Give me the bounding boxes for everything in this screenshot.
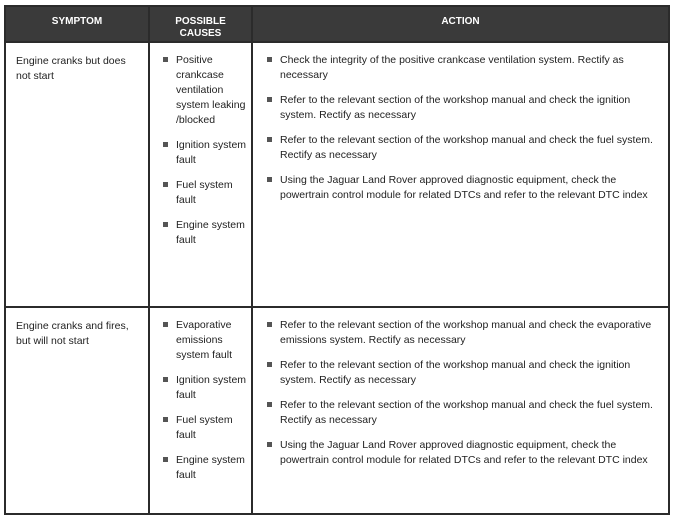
cause-item: Ignition system fault: [160, 138, 247, 168]
cause-item: Engine system fault: [160, 218, 247, 248]
action-item: Refer to the relevant section of the workshop manual and check the fuel system. Rectify as necessary: [265, 133, 660, 163]
causes-list: [160, 53, 247, 248]
table-row: [5, 307, 669, 514]
cause-item: Fuel system fault: [160, 178, 247, 208]
header-causes-line1: POSSIBLE: [175, 16, 226, 27]
causes-cell: [149, 42, 252, 307]
action-item: Refer to the relevant section of the workshop manual and check the ignition system. Rectify as necessary: [265, 358, 660, 388]
actions-list: [265, 318, 660, 468]
action-item: Using the Jaguar Land Rover approved diagnostic equipment, check the powertrain control module for related DTCs and refer to the relevant DTC index: [265, 438, 660, 468]
header-row: [5, 6, 669, 42]
action-item: Check the integrity of the positive crankcase ventilation system. Rectify as necessary: [265, 53, 660, 83]
causes-cell: [149, 307, 252, 514]
actions-cell: [252, 42, 669, 307]
header-action: ACTION: [252, 6, 669, 42]
causes-list: [160, 318, 247, 483]
header-possible-causes: [149, 6, 252, 42]
cause-item: Fuel system fault: [160, 413, 247, 443]
table-row: [5, 42, 669, 307]
header-causes-line2: CAUSES: [179, 28, 222, 39]
symptom-cell: Engine cranks and fires, but will not start: [5, 307, 149, 514]
cause-item: Engine system fault: [160, 453, 247, 483]
cause-item: Ignition system fault: [160, 373, 247, 403]
action-item: Refer to the relevant section of the workshop manual and check the fuel system. Rectify as necessary: [265, 398, 660, 428]
action-item: Refer to the relevant section of the workshop manual and check the evaporative emissions system. Rectify as necessary: [265, 318, 660, 348]
cause-item: Evaporative emissions system fault: [160, 318, 247, 363]
symptom-cell: Engine cranks but does not start: [5, 42, 149, 307]
cause-item: Positive crankcase ventilation system leaking /blocked: [160, 53, 247, 128]
actions-list: [265, 53, 660, 203]
diagnostic-table: [4, 5, 670, 515]
action-item: Using the Jaguar Land Rover approved diagnostic equipment, check the powertrain control module for related DTCs and refer to the relevant DTC index: [265, 173, 660, 203]
header-symptom: SYMPTOM: [5, 6, 149, 42]
action-item: Refer to the relevant section of the workshop manual and check the ignition system. Rectify as necessary: [265, 93, 660, 123]
actions-cell: [252, 307, 669, 514]
